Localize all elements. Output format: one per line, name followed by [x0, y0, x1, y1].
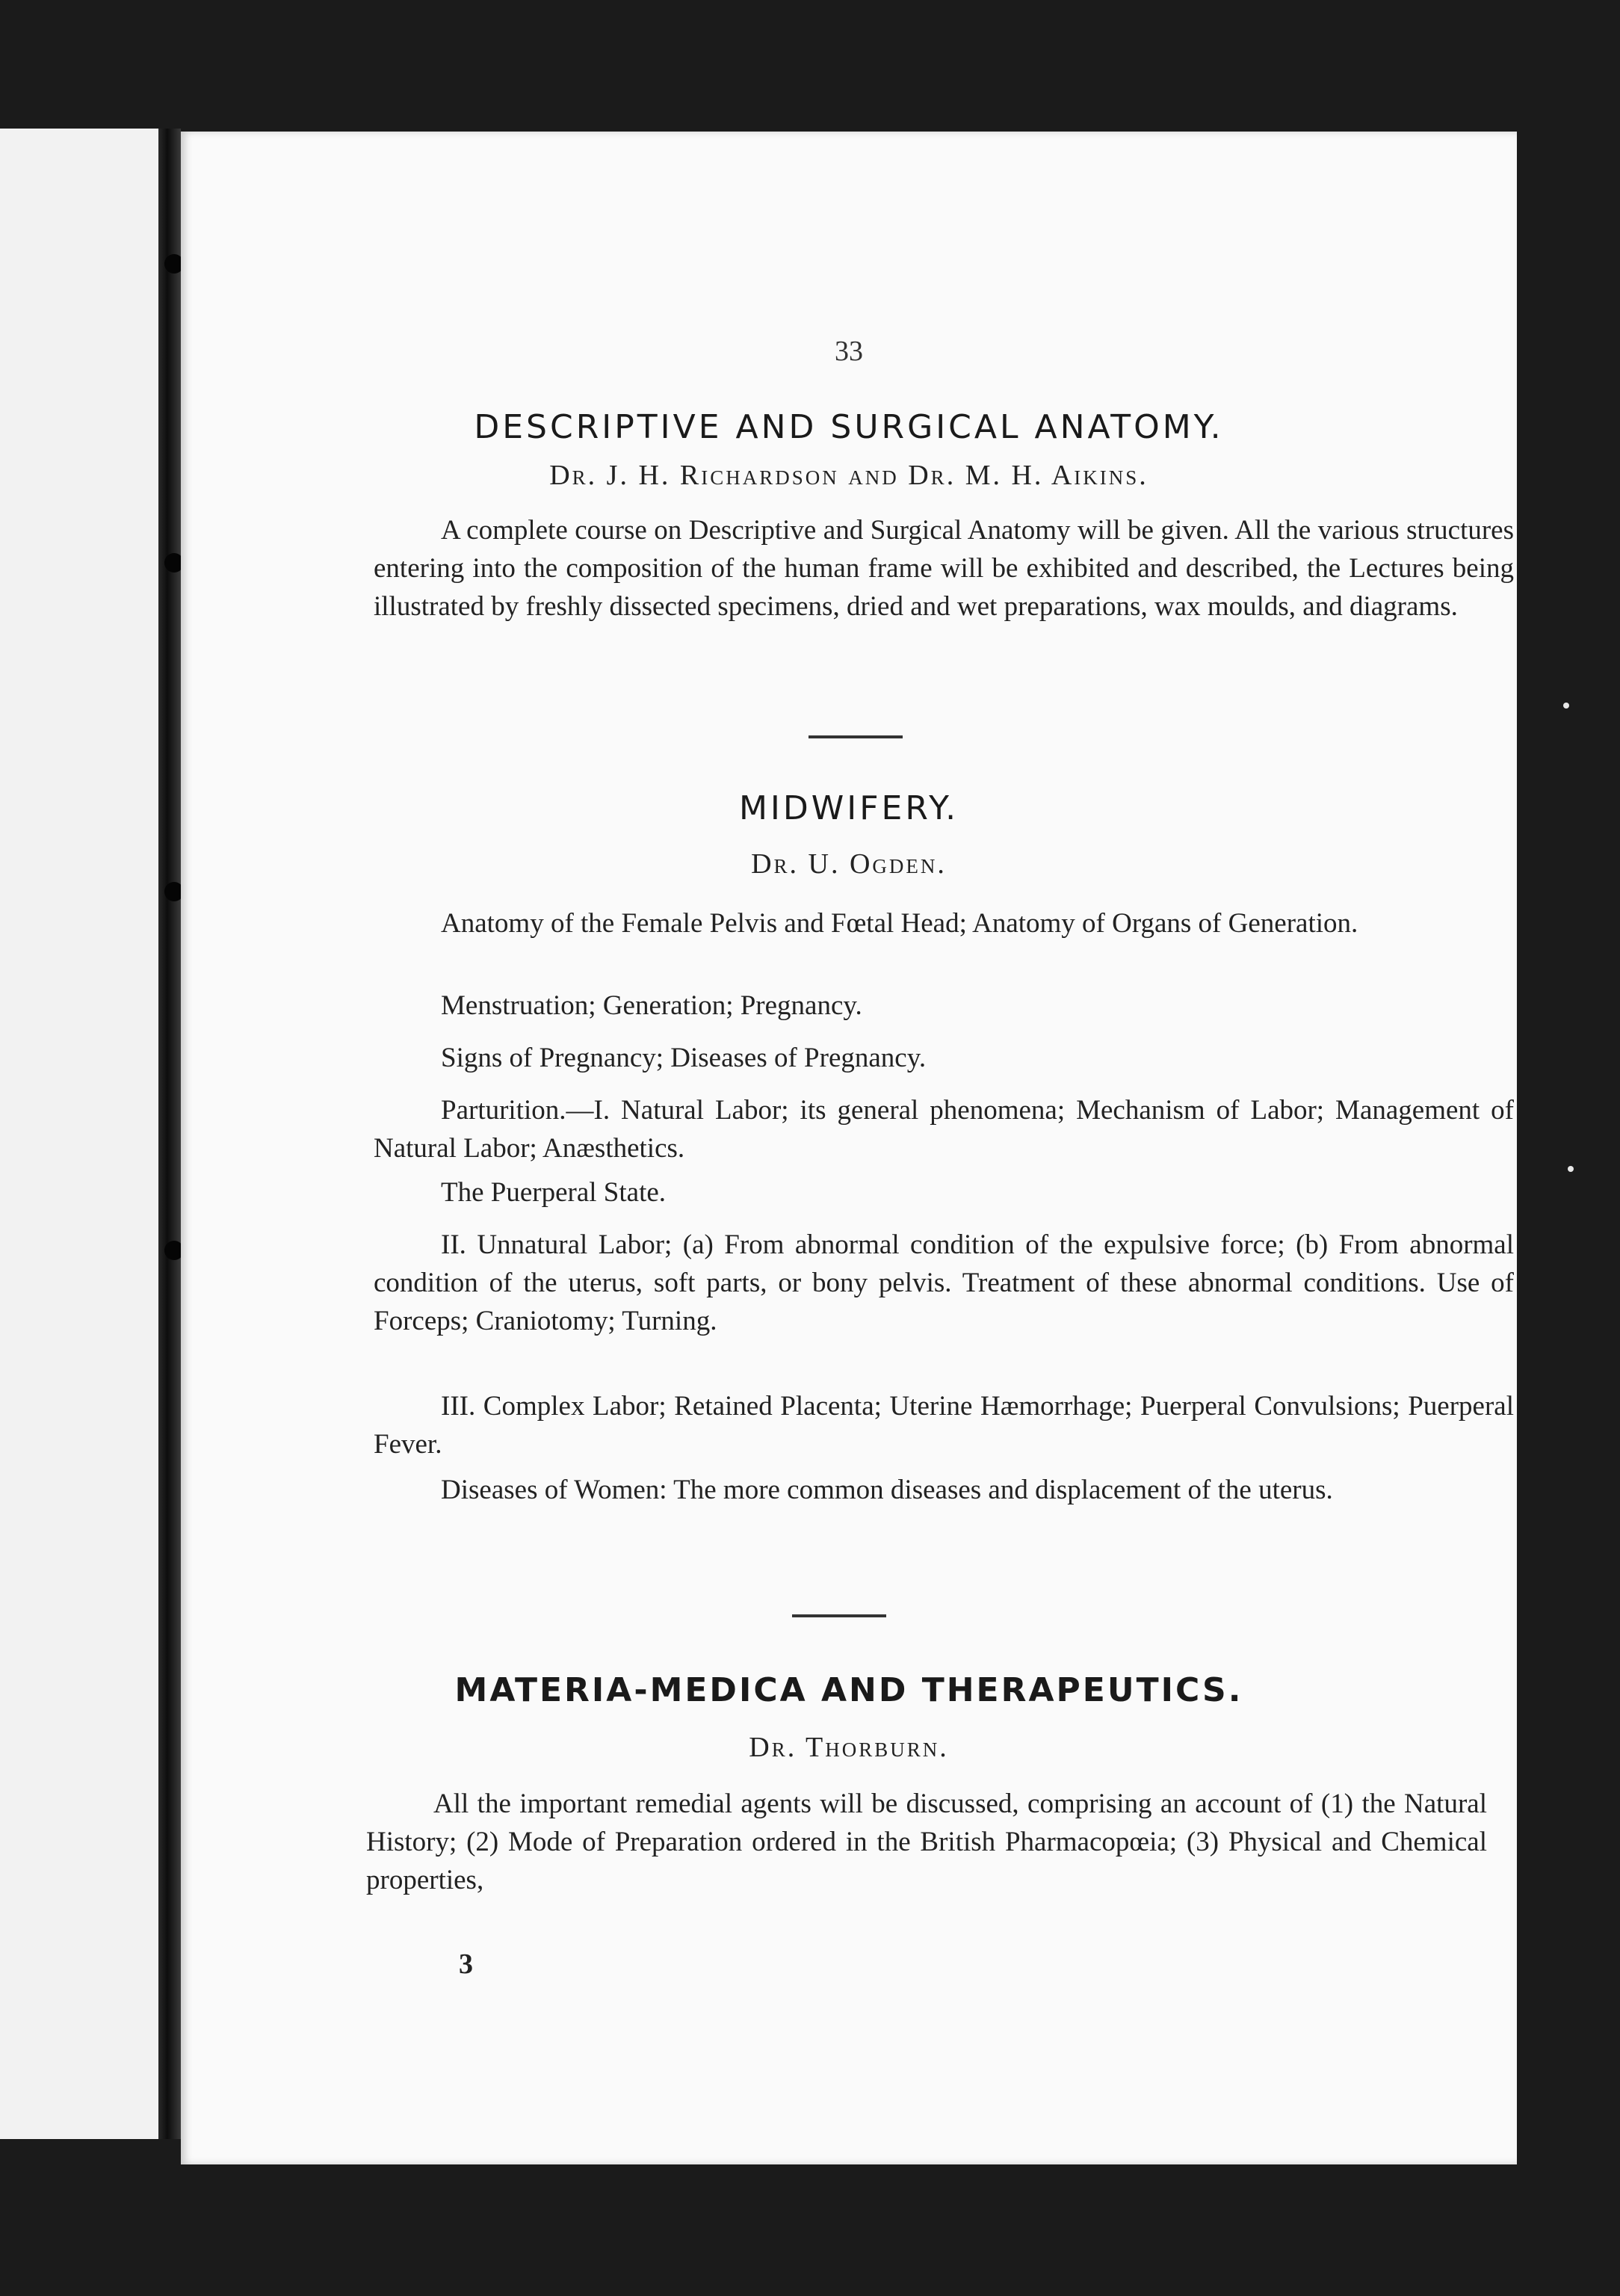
section-title-midwifery: MIDWIFERY.	[738, 789, 959, 827]
paragraph-midwifery-3: Signs of Pregnancy; Diseases of Pregnancy.	[441, 1043, 927, 1073]
instructor-midwifery: Dr. U. Ogden.	[751, 848, 947, 880]
facing-page-edge	[0, 129, 160, 2139]
section-divider	[809, 735, 903, 738]
page-content	[181, 132, 1517, 2164]
section-title-anatomy: DESCRIPTIVE AND SURGICAL ANATOMY.	[474, 408, 1224, 446]
dust-speck	[1563, 703, 1569, 709]
paragraph-midwifery-7: III. Complex Labor; Retained Placenta; Uterine Hæmorrhage; Puerperal Convulsions; Puerperal Fever.	[374, 1391, 1514, 1460]
section-title-materia-medica: MATERIA-MEDICA AND THERAPEUTICS.	[454, 1671, 1243, 1709]
dust-speck	[1568, 1166, 1574, 1172]
instructor-materia-medica: Dr. Thorburn.	[749, 1732, 949, 1763]
paragraph-midwifery-4: Parturition.—I. Natural Labor; its general phenomena; Mechanism of Labor; Management of Natural Labor; Anæsthetics.	[374, 1095, 1514, 1164]
paragraph-midwifery-5: The Puerperal State.	[441, 1177, 667, 1208]
page-number: 33	[835, 336, 863, 367]
paragraph-materia-medica: All the important remedial agents will be discussed, comprising an account of (1) the Natural History; (2) Mode of Preparation ordered in the British Pharmacopœia; (3) Physical and Chemical properties,	[366, 1789, 1487, 1895]
paragraph-midwifery-1: Anatomy of the Female Pelvis and Fœtal Head; Anatomy of Organs of Generation.	[441, 908, 1358, 939]
paragraph-midwifery-8: Diseases of Women: The more common diseases and displacement of the uterus.	[441, 1475, 1333, 1505]
instructor-anatomy: Dr. J. H. Richardson and Dr. M. H. Aikins.	[549, 460, 1148, 491]
book-spine	[158, 129, 181, 2139]
signature-mark: 3	[459, 1948, 473, 1980]
paragraph-midwifery-2: Menstruation; Generation; Pregnancy.	[441, 990, 862, 1021]
section-divider	[792, 1614, 886, 1617]
paragraph-midwifery-6: II. Unnatural Labor; (a) From abnormal condition of the expulsive force; (b) From abnormal condition of the uterus, soft parts, or bony pelvis. Treatment of these abnormal conditions. Use of Forceps; Craniotomy; Turning.	[374, 1229, 1514, 1336]
paragraph-anatomy: A complete course on Descriptive and Surgical Anatomy will be given. All the various structures entering into the composition of the human frame will be exhibited and described, the Lectures being illustrated by freshly dissected specimens, dried and wet preparations, wax moulds, and diagrams.	[374, 515, 1514, 622]
